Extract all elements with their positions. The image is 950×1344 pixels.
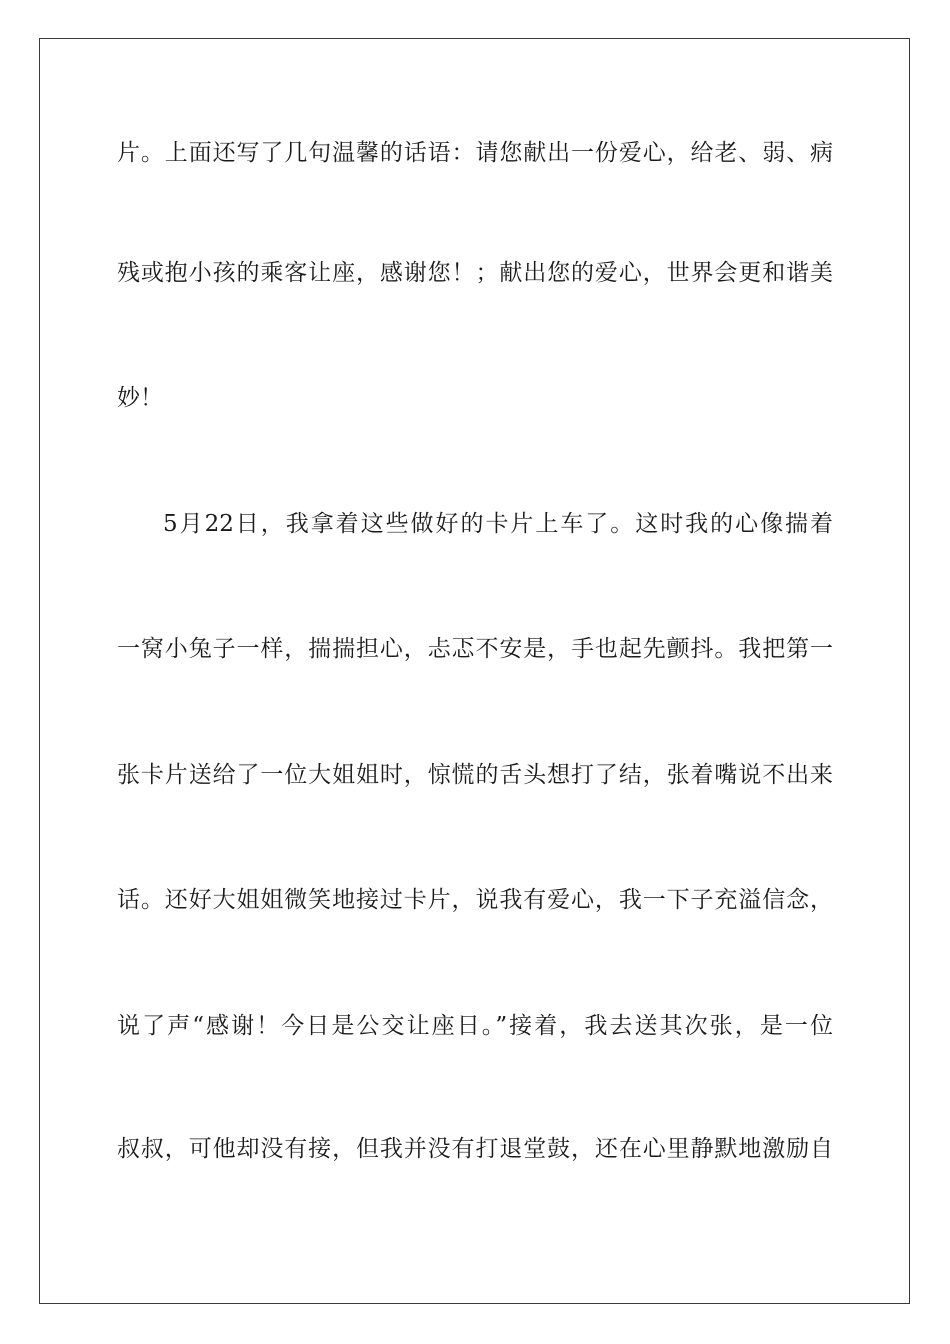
text-line-8: 说了声“感谢！今日是公交让座日。”接着，我去送其次张，是一位 bbox=[117, 1013, 833, 1039]
text-line-2: 残或抱小孩的乘客让座，感谢您！；献出您的爱心，世界会更和谐美 bbox=[117, 260, 833, 286]
text-line-3: 妙！ bbox=[117, 385, 163, 411]
text-line-7: 话。还好大姐姐微笑地接过卡片，说我有爱心，我一下子充溢信念， bbox=[117, 887, 833, 913]
text-line-4: 5月22日，我拿着这些做好的卡片上车了。这时我的心像揣着 bbox=[163, 511, 833, 537]
page-border bbox=[39, 38, 910, 1304]
text-line-6: 张卡片送给了一位大姐姐时，惊慌的舌头想打了结，张着嘴说不出来 bbox=[117, 762, 833, 788]
text-line-1: 片。上面还写了几句温馨的话语：请您献出一份爱心，给老、弱、病 bbox=[117, 140, 833, 166]
text-line-5: 一窝小兔子一样，揣揣担心，忐忑不安是，手也起先颤抖。我把第一 bbox=[117, 636, 833, 662]
text-line-9: 叔叔，可他却没有接，但我并没有打退堂鼓，还在心里静默地激励自 bbox=[117, 1136, 833, 1162]
